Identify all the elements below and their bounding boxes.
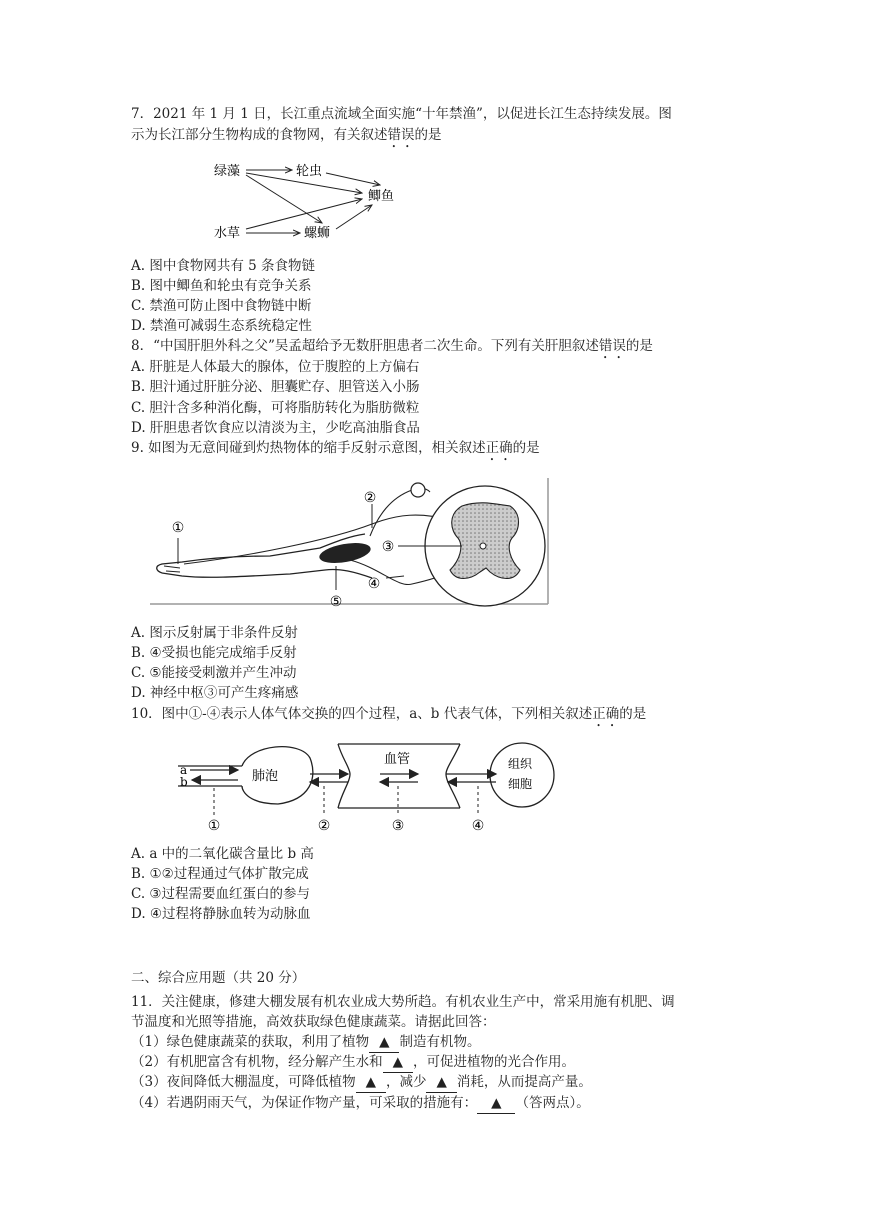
label-effector: ⑤ [329,594,343,608]
vessel-label: 血管 [384,752,411,767]
q10-option-c: C. ③过程需要血红蛋白的参与 [131,886,311,902]
answer-blank: ▲ [383,1052,413,1073]
q8-option-d: D. 肝胆患者饮食应以清淡为主，少吃高油脂食品 [131,420,420,436]
process-2-label: ② [317,818,331,834]
emphasis-text: 错误 [387,127,415,143]
q10-option-b: B. ①②过程通过气体扩散完成 [131,866,309,882]
organism-rotifer: 轮虫 [296,164,323,179]
q7-option-b: B. 图中鲫鱼和轮虫有竞争关系 [131,278,312,294]
answer-blank: ▲ [356,1072,386,1093]
food-web-diagram [200,155,410,245]
q8-option-b: B. 胆汁通过肝脏分泌、胆囊贮存、胆管送入小肠 [131,379,420,395]
gas-b-label: b [180,775,188,789]
q11-stem-line1: 11．关注健康，修建大棚发展有机农业成大势所趋。有机农业生产中，常采用施有机肥、调 [131,994,675,1010]
emphasis-text: 正确 [485,440,513,456]
q11-sub-1: （1）绿色健康蔬菜的获取，利用了植物 ▲ 制造有机物。 [131,1032,480,1053]
process-4-label: ④ [471,818,485,834]
organism-crucian-carp: 鲫鱼 [368,189,395,204]
process-1-label: ① [207,818,221,834]
tissue-label-1: 组织 [508,757,533,771]
q9-stem: 9. 如图为无意间碰到灼热物体的缩手反射示意图，相关叙述正确的是 [131,440,540,456]
q10-option-a: A. a 中的二氧化碳含量比 b 高 [131,846,314,862]
gas-exchange-diagram [170,738,570,838]
answer-blank: ▲ [369,1032,399,1053]
q11-sub-4: （4）若遇阴雨天气，为保证作物产量，可采取的措施有： ▲ （答两点）。 [131,1093,590,1114]
q8-option-a: A. 肝脏是人体最大的腺体，位于腹腔的上方偏右 [131,359,420,375]
emphasis-text: 正确 [592,706,620,722]
q11-sub-3: （3）夜间降低大棚温度，可降低植物 ▲ ，减少 ▲ 消耗，从而提高产量。 [131,1072,592,1093]
q11-stem-line2: 节温度和光照等措施，高效获取绿色健康蔬菜。请据此回答： [131,1014,496,1030]
q7-option-a: A. 图中食物网共有 5 条食物链 [131,258,316,274]
process-3-label: ③ [391,818,405,834]
q8-option-c: C. 胆汁含多种消化酶，可将脂肪转化为脂肪微粒 [131,400,420,416]
q7-stem-line1: 7．2021 年 1 月 1 日，长江重点流域全面实施“十年禁渔”，以促进长江生态持续发展。图 [131,106,672,122]
answer-blank: ▲ [426,1072,456,1093]
q8-stem: 8．“中国肝胆外科之父”吴孟超给予无数肝胆患者二次生命。下列有关肝胆叙述错误的是 [131,338,653,354]
alveolus-label: 肺泡 [252,769,279,784]
q9-option-b: B. ④受损也能完成缩手反射 [131,645,297,661]
q7-stem-line2: 示为长江部分生物构成的食物网，有关叙述错误的是 [131,127,442,143]
q7-option-d: D. 禁渔可减弱生态系统稳定性 [131,318,312,334]
gas-a-label: a [180,763,188,777]
q9-option-a: A. 图示反射属于非条件反射 [131,625,298,641]
label-afferent: ② [363,490,377,506]
q9-option-c: C. ⑤能接受刺激并产生冲动 [131,665,297,681]
q7-option-c: C. 禁渔可防止图中食物链中断 [131,298,312,314]
organism-snail: 螺蛳 [304,226,331,241]
answer-blank: ▲ [477,1093,515,1114]
label-center: ③ [381,539,395,555]
reflex-arc-diagram [150,476,550,608]
label-receptor: ① [171,520,185,536]
tissue-label-2: 细胞 [508,777,533,791]
q11-sub-2: （2）有机肥富含有机物，经分解产生水和 ▲ ，可促进植物的光合作用。 [131,1052,575,1073]
organism-green-algae: 绿藻 [214,164,241,179]
label-efferent: ④ [367,576,381,592]
organism-water-grass: 水草 [214,226,241,241]
q9-option-d: D. 神经中枢③可产生疼痛感 [131,685,299,701]
section-2-heading: 二、综合应用题（共 20 分） [131,970,306,986]
emphasis-text: 错误 [598,338,626,354]
q10-option-d: D. ④过程将静脉血转为动脉血 [131,906,311,922]
q10-stem: 10．图中①-④表示人体气体交换的四个过程，a、b 代表气体，下列相关叙述正确的是 [131,706,647,722]
